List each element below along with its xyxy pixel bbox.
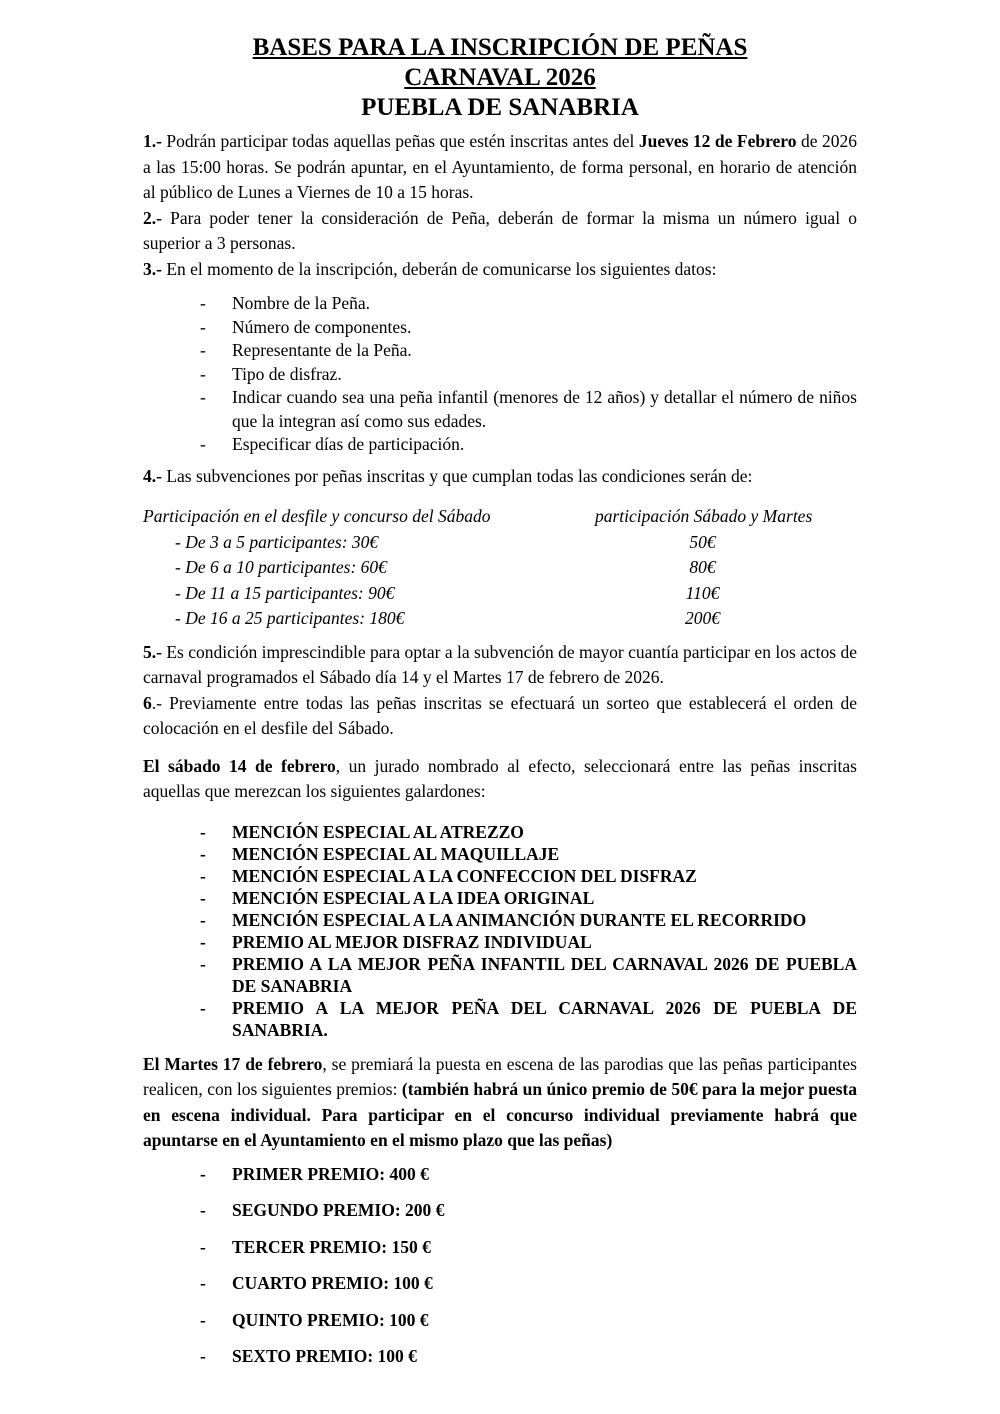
paragraph-4 <box>143 464 857 490</box>
paragraph-1-bold-date: Jueves 12 de Febrero <box>638 131 797 151</box>
subvenciones-header-right: participación Sábado y Martes <box>595 506 813 526</box>
list-dash: - <box>200 997 206 1018</box>
subvenciones-row <box>143 606 857 632</box>
list-dash: - <box>200 1163 206 1184</box>
subvenciones-row-right: 110€ <box>685 582 720 603</box>
subvenciones-row-left: - De 16 a 25 participantes: 180€ <box>175 608 405 628</box>
paragraph-3-text: En el momento de la inscripción, deberán de comunicarse los siguientes datos: <box>161 258 717 279</box>
list-dash: - <box>200 953 206 974</box>
paragraph-5 <box>143 640 857 691</box>
paragraph-3-number: 3.- <box>143 258 162 279</box>
list-dash: - <box>200 1236 206 1257</box>
list-item <box>200 339 857 363</box>
list-item <box>200 1344 857 1370</box>
list-dash: - <box>200 1309 206 1330</box>
premio-text: QUINTO PREMIO: 100 € <box>232 1309 429 1330</box>
list-dash: - <box>200 363 206 384</box>
subvenciones-row-right: 80€ <box>689 557 716 577</box>
list-item-text: Indicar cuando sea una peña infantil (menores de 12 años) y detallar el número de niños que la integran así como sus edades. <box>232 387 857 431</box>
list-item <box>200 887 857 909</box>
paragraph-2-number: 2.- <box>143 207 162 228</box>
paragraph-4-number: 4.- <box>143 465 162 486</box>
list-item <box>200 997 857 1041</box>
list-dash: - <box>200 865 206 886</box>
document-title <box>143 33 857 123</box>
list-item <box>200 292 857 316</box>
paragraph-martes-bold: El Martes 17 de febrero <box>143 1053 323 1074</box>
paragraph-3 <box>143 257 857 283</box>
list-item <box>200 953 857 997</box>
list-item <box>200 433 857 457</box>
premio-text: SEGUNDO PREMIO: 200 € <box>232 1200 445 1220</box>
list-item-text: Representante de la Peña. <box>232 340 412 360</box>
list-item-text: Número de componentes. <box>232 316 412 337</box>
galardon-text: MENCIÓN ESPECIAL AL ATREZZO <box>232 821 524 842</box>
galardon-text: PREMIO AL MEJOR DISFRAZ INDIVIDUAL <box>232 931 592 952</box>
list-item <box>200 1162 857 1188</box>
list-dash: - <box>200 316 206 337</box>
list-item <box>200 316 857 340</box>
paragraph-1-text-a: Podrán participar todas aquellas peñas que estén inscritas antes del <box>161 131 639 151</box>
list-dash: - <box>200 887 206 908</box>
paragraph-5-text: Es condición imprescindible para optar a la subvención de mayor cuantía participar en los actos de carnaval programados el Sábado día 14 y el Martes 17 de febrero de 2026. <box>143 641 857 687</box>
paragraph-1-number: 1.- <box>143 131 162 151</box>
galardon-text: MENCIÓN ESPECIAL A LA ANIMANCIÓN DURANTE EL RECORRIDO <box>232 909 807 930</box>
list-dash: - <box>200 843 206 864</box>
galardon-text: PREMIO A LA MEJOR PEÑA DEL CARNAVAL 2026 DE PUEBLA DE SANABRIA. <box>232 997 857 1040</box>
title-line-1: BASES PARA LA INSCRIPCIÓN DE PEÑAS <box>252 34 748 61</box>
subvenciones-row-right: 200€ <box>685 608 720 628</box>
subvenciones-header-row <box>143 504 857 530</box>
premio-text: SEXTO PREMIO: 100 € <box>232 1346 417 1366</box>
list-dash: - <box>200 434 206 454</box>
list-dash: - <box>200 1273 206 1293</box>
paragraph-2 <box>143 206 857 257</box>
list-dash: - <box>200 909 206 930</box>
subvenciones-row-left: - De 6 a 10 participantes: 60€ <box>175 557 387 577</box>
subvenciones-row <box>143 530 857 556</box>
premios-list <box>143 1162 857 1370</box>
list-item-text: Nombre de la Peña. <box>232 293 371 313</box>
subvenciones-header-left: Participación en el desfile y concurso del Sábado <box>143 506 491 526</box>
list-dash: - <box>200 821 206 842</box>
galardones-list <box>143 821 857 1041</box>
galardon-text: MENCIÓN ESPECIAL A LA CONFECCION DEL DISFRAZ <box>232 865 697 886</box>
subvenciones-row <box>143 555 857 581</box>
subvenciones-table <box>143 504 857 632</box>
premio-text: PRIMER PREMIO: 400 € <box>232 1163 429 1184</box>
paragraph-1-text-b: de 2026 a las 15:00 horas. Se podrán apuntar, en el Ayuntamiento, de forma personal, en horario de atención al público de Lunes a Viernes de 10 a 15 horas. <box>143 131 857 202</box>
subvenciones-row-left: - De 3 a 5 participantes: 30€ <box>175 531 379 552</box>
paragraph-1 <box>143 129 857 206</box>
paragraph-2-text: Para poder tener la consideración de Peña, deberán de formar la misma un número igual o superior a 3 personas. <box>143 207 857 253</box>
premio-text: TERCER PREMIO: 150 € <box>232 1236 431 1257</box>
list-item <box>200 1271 857 1297</box>
paragraph-sabado-text: , un jurado nombrado al efecto, seleccionará entre las peñas inscritas aquellas que merezcan los siguientes galardones: <box>143 755 857 801</box>
paragraph-martes-bold-note: (también habrá un único premio de 50€ para la mejor puesta en escena individual. Para participar en el concurso individual previamente habrá que apuntarse en el Ayuntamiento en el mismo plazo que las peñas) <box>143 1079 857 1150</box>
subvenciones-row-right: 50€ <box>689 531 716 552</box>
list-item <box>200 1198 857 1224</box>
list-item <box>200 821 857 843</box>
galardon-text: MENCIÓN ESPECIAL AL MAQUILLAJE <box>232 843 560 864</box>
list-dash: - <box>200 293 206 313</box>
paragraph-6 <box>143 691 857 742</box>
list-item <box>200 865 857 887</box>
paragraph-6-number: 6 <box>143 692 152 713</box>
list-dash: - <box>200 387 206 407</box>
list-item <box>200 1235 857 1261</box>
list-dash: - <box>200 340 206 360</box>
list-item <box>200 843 857 865</box>
list-item-text: Tipo de disfraz. <box>232 363 342 384</box>
paragraph-martes-text: , se premiará la puesta en escena de las parodias que las peñas participantes realicen, con los siguientes premios: <box>143 1053 857 1099</box>
list-item <box>200 386 857 433</box>
paragraph-5-number: 5.- <box>143 641 162 662</box>
galardon-text: MENCIÓN ESPECIAL A LA IDEA ORIGINAL <box>232 887 595 908</box>
paragraph-sabado <box>143 754 857 805</box>
paragraph-6-text: .- Previamente entre todas las peñas inscritas se efectuará un sorteo que establecerá el orden de colocación en el desfile del Sábado. <box>143 692 857 738</box>
list-item <box>200 909 857 931</box>
datos-list <box>143 292 857 457</box>
paragraph-martes <box>143 1052 857 1154</box>
list-dash: - <box>200 1346 206 1366</box>
list-item <box>200 363 857 387</box>
subvenciones-row <box>143 581 857 607</box>
list-item <box>200 1308 857 1334</box>
list-item <box>200 931 857 953</box>
title-line-3: PUEBLA DE SANABRIA <box>361 94 639 121</box>
galardon-text: PREMIO A LA MEJOR PEÑA INFANTIL DEL CARNAVAL 2026 DE PUEBLA DE SANABRIA <box>232 953 857 996</box>
list-dash: - <box>200 931 206 952</box>
list-dash: - <box>200 1200 206 1220</box>
premio-text: CUARTO PREMIO: 100 € <box>232 1273 433 1293</box>
paragraph-sabado-bold: El sábado 14 de febrero <box>143 755 336 776</box>
list-item-text: Especificar días de participación. <box>232 434 465 454</box>
subvenciones-row-left: - De 11 a 15 participantes: 90€ <box>175 582 395 603</box>
paragraph-4-text: Las subvenciones por peñas inscritas y que cumplan todas las condiciones serán de: <box>161 465 753 486</box>
title-line-2: CARNAVAL 2026 <box>404 64 596 91</box>
